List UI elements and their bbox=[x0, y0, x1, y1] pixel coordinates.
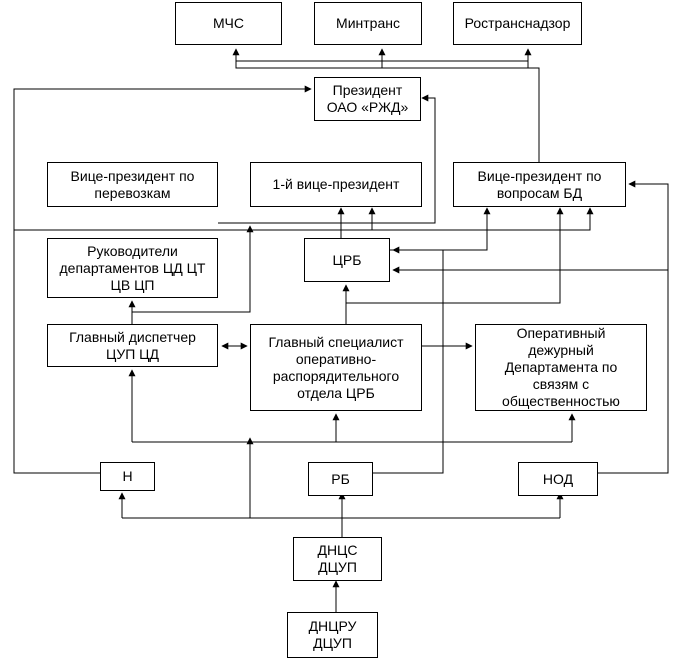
box-rostransnadzor: Ространснадзор bbox=[453, 2, 582, 45]
box-dncs: ДНЦС ДЦУП bbox=[293, 537, 382, 581]
box-dept-heads: Руководители департаментов ЦД ЦТ ЦВ ЦП bbox=[47, 238, 218, 298]
box-mintrans: Минтранс bbox=[314, 2, 422, 45]
box-mchs: МЧС bbox=[175, 2, 282, 45]
box-chief-specialist: Главный специалист оперативно- распорядительного отдела ЦРБ bbox=[250, 324, 422, 411]
box-duty-officer: Оперативный дежурный Департамента по связям с общественностью bbox=[475, 324, 647, 411]
box-president: Президент ОАО «РЖД» bbox=[314, 77, 421, 121]
box-chief-dispatcher: Главный диспетчер ЦУП ЦД bbox=[47, 324, 218, 367]
box-vp-transport: Вице-президент по перевозкам bbox=[47, 162, 218, 207]
box-vp-safety: Вице-президент по вопросам БД bbox=[453, 162, 626, 207]
edge-crb-vpsafety bbox=[390, 208, 487, 250]
box-nod: НОД bbox=[518, 462, 598, 496]
edge-230-line bbox=[14, 208, 590, 230]
box-crb: ЦРБ bbox=[304, 238, 390, 282]
box-first-vp: 1-й вице-президент bbox=[250, 162, 422, 207]
box-n: Н bbox=[100, 462, 155, 491]
box-dncru: ДНЦРУ ДЦУП bbox=[287, 612, 378, 658]
box-rb: РБ bbox=[308, 462, 373, 496]
